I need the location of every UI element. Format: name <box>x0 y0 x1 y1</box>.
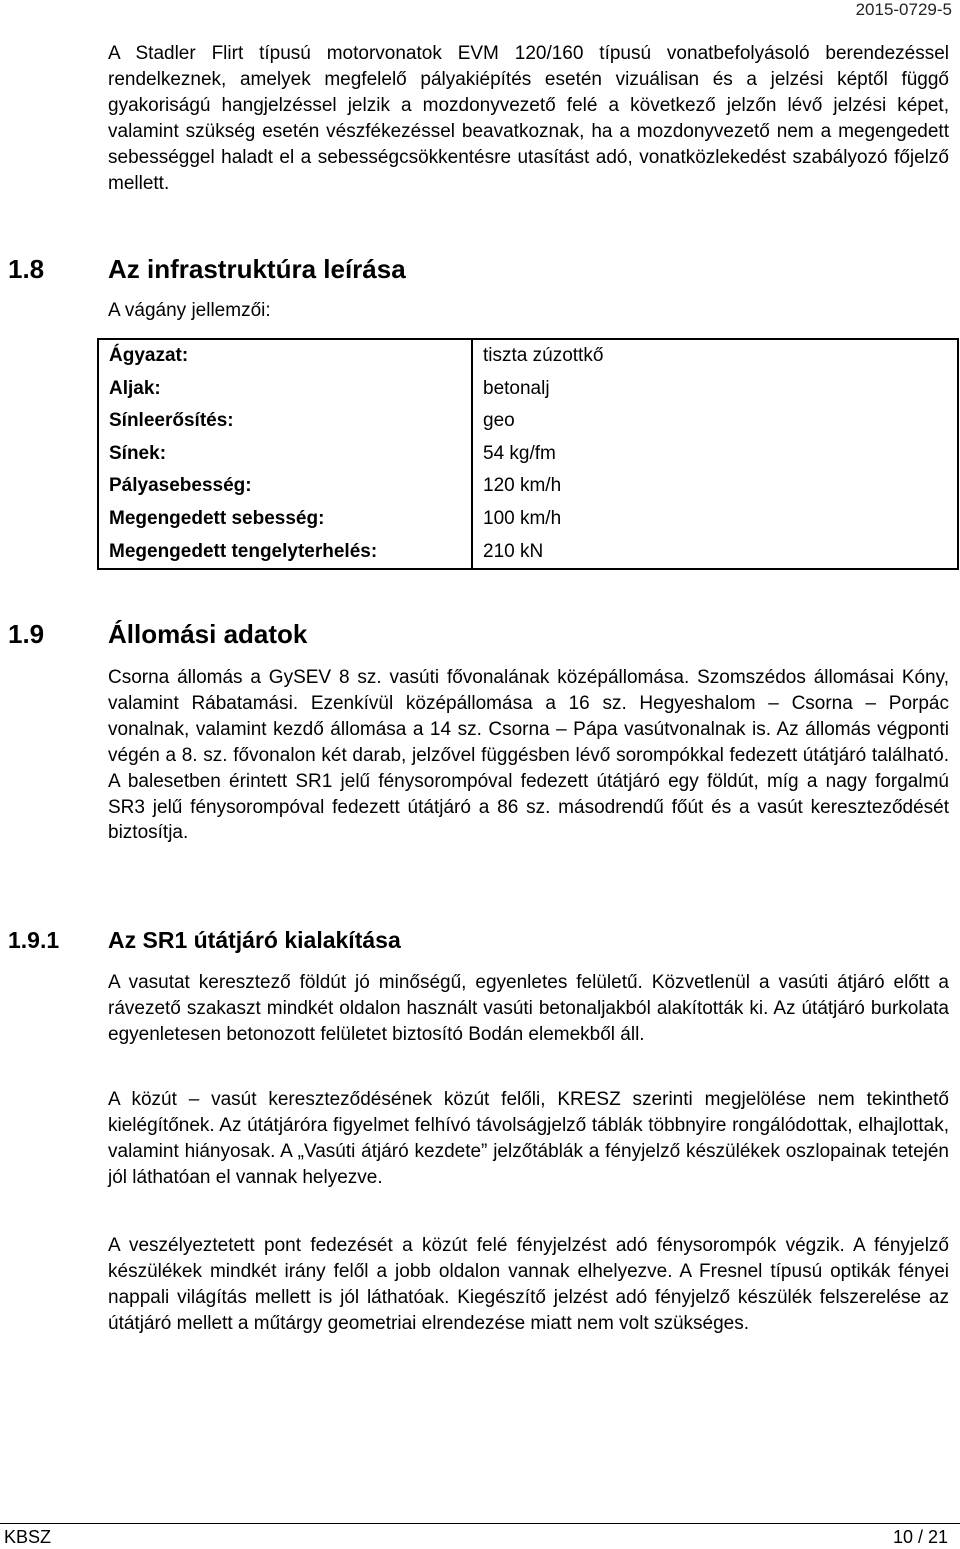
section-title: Állomási adatok <box>108 619 308 649</box>
track-property-label: Megengedett tengelyterhelés: <box>98 536 472 570</box>
intro-paragraph: A Stadler Flirt típusú motorvonatok EVM 120/160 típusú vonatbefolyásoló berendezéssel rendelkeznek, amelyek megfelelő pályakiépítés esetén vizuálisan és a jelzési képtől függő gyakoriságú hangjelzéssel jelzik a mozdonyvezető felé a következő jelzőn lévő jelzési képet, valamint szükség esetén vészfékezéssel beavatkoznak, ha a mozdonyvezető nem a megengedett sebességgel haladt el a sebességcsökkentésre utasítást adó, vonatközlekedést szabályozó főjelző mellett. <box>108 43 949 194</box>
section-title: Az infrastruktúra leírása <box>108 254 406 284</box>
table-row <box>98 438 958 471</box>
track-property-value: betonalj <box>472 373 958 406</box>
table-row <box>98 373 958 406</box>
track-properties-table <box>97 338 959 570</box>
crossing-paragraph-1: A vasutat keresztező földút jó minőségű, egyenletes felületű. Közvetlenül a vasúti átjáró előtt a rávezető szakaszt mindkét oldalon használt vasúti betonaljakból alakították ki. Az útátjáró burkolata egyenletesen betonozott felületet biztosító Bodán elemekből áll. <box>108 972 949 1045</box>
track-property-label: Sínleerősítés: <box>98 405 472 438</box>
document-number: 2015-0729-5 <box>855 0 952 19</box>
track-property-label: Aljak: <box>98 373 472 406</box>
track-property-value: geo <box>472 405 958 438</box>
page-footer <box>0 1523 960 1549</box>
track-property-label: Ágyazat: <box>98 339 472 373</box>
crossing-paragraph-3: A veszélyeztetett pont fedezését a közút felé fényjelzést adó fénysorompók végzik. A fényjelző készülékek mindkét irány felől a jobb oldalon vannak elhelyezve. A Fresnel típusú optikák fényei nappali világítás mellett is jól láthatóak. Kiegészítő jelzést adó fényjelző készülék felszerelése az útátjáró mellett a műtárgy geometriai elrendezése miatt nem volt szükséges. <box>108 1235 949 1334</box>
section-number: 1.9.1 <box>8 927 60 953</box>
track-property-label: Sínek: <box>98 438 472 471</box>
table-row <box>98 536 958 570</box>
track-intro: A vágány jellemzői: <box>108 300 271 321</box>
table-row <box>98 470 958 503</box>
track-property-value: 210 kN <box>472 536 958 570</box>
section-title: Az SR1 útátjáró kialakítása <box>108 927 401 953</box>
footer-org: KBSZ <box>4 1527 52 1547</box>
table-row <box>98 405 958 438</box>
section-number: 1.8 <box>8 254 45 284</box>
section-number: 1.9 <box>8 619 45 649</box>
track-property-value: 100 km/h <box>472 503 958 536</box>
section-heading-1-8 <box>0 254 960 286</box>
table-row <box>98 339 958 373</box>
track-property-value: 54 kg/fm <box>472 438 958 471</box>
track-property-value: tiszta zúzottkő <box>472 339 958 373</box>
station-paragraph: Csorna állomás a GySEV 8 sz. vasúti fővonalának középállomása. Szomszédos állomásai Kóny, valamint Rábatamási. Ezenkívül középállomása a 16 sz. Hegyeshalom – Csorna – Porpác vonalnak, valamint kezdő állomása a 14 sz. Csorna – Pápa vasútvonalnak is. Az állomás végponti végén a 8. sz. fővonalon két darab, jelzővel függésben lévő sorompókkal fedezett útátjáró található. A balesetben érintett SR1 jelű fénysorompóval fedezett útátjáró egy földút, míg a nagy forgalmú SR3 jelű fénysorompóval fedezett útátjáró a 86 sz. másodrendű főút és a vasút kereszteződését biztosítja. <box>108 667 949 844</box>
track-property-label: Megengedett sebesség: <box>98 503 472 536</box>
track-property-label: Pályasebesség: <box>98 470 472 503</box>
section-heading-1-9 <box>0 619 960 651</box>
footer-page-number: 10 / 21 <box>892 1527 948 1547</box>
table-row <box>98 503 958 536</box>
section-heading-1-9-1 <box>0 927 960 957</box>
crossing-paragraph-2: A közút – vasút kereszteződésének közút felőli, KRESZ szerinti megjelölése nem tekinthető kielégítőnek. Az útátjáróra figyelmet felhívó távolságjelző táblák többnyire rongálódottak, elhajlottak, valamint hiányosak. A „Vasúti átjáró kezdete” jelzőtáblák a fényjelző készülékek oszlopainak tetején jól láthatóan el vannak helyezve. <box>108 1089 949 1188</box>
track-property-value: 120 km/h <box>472 470 958 503</box>
